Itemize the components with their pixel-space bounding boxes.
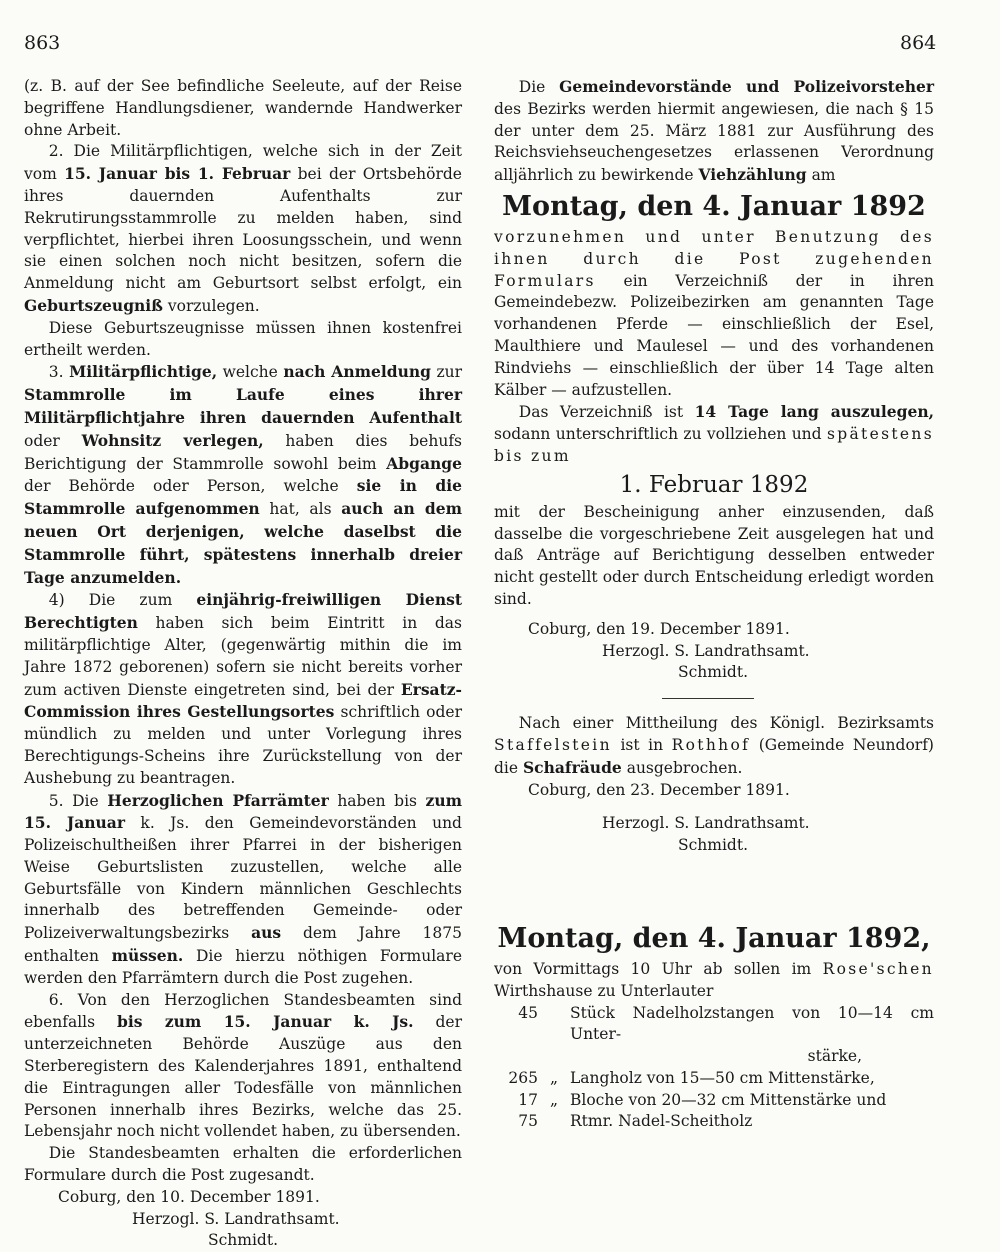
notice-1-body: vorzunehmen und unter Benutzung des ihnen durch die Post zugehenden Formulars ein Verzeichniß der in ihren Gemeindebezw. Polizeibezirken am genannten Tage vorhandenen Pferde — einschließlich der Esel, Maulthiere und Maulesel — und des vorhandenen Rindviehs — einschließlich der über 14 Tage alten Kälber — aufzustellen.: [494, 227, 934, 399]
paragraph-7: Die Standesbeamten erhalten die erforderlichen Formulare durch die Post zugesandt.: [24, 1144, 462, 1185]
page-number-right: 864: [900, 32, 937, 54]
notice-1-deadline: 1. Februar 1892: [619, 471, 809, 498]
timber-list: [494, 1003, 934, 1134]
left-column: [24, 76, 462, 1252]
place-date: Coburg, den 10. December 1891.: [58, 1187, 320, 1206]
notice-3-body: von Vormittags 10 Uhr ab sollen im Rose'schen Wirthshause zu Unterlauter: [494, 959, 934, 1000]
office: Herzogl. S. Landrathsamt.: [132, 1209, 340, 1228]
notice-1-intro: Die Gemeindevorstände und Polizeivorsteher des Bezirks werden hiermit angewiesen, die nach § 15 der unter dem 25. März 1881 zur Ausführung des Reichsviehseuchengesetzes erlassenen Verordnung alljährlich zu bewirkende Viehzählung am: [494, 77, 935, 185]
notice-1-date: Montag, den 4. Januar 1892: [502, 190, 926, 222]
paragraph-2: 2. Die Militärpflichtigen, welche sich in der Zeit vom 15. Januar bis 1. Februar bei der Ortsbehörde ihres dauernden Aufenthalts zur Rekrutirungsstammrolle zu melden haben, sind verpflichtet, hierbei ihren Loosungsschein, und wenn sie einen solchen noch nicht besitzen, sofern die Anmeldung nicht am Geburtsort selbst erfolgt, ein Geburtszeugniß vorzulegen.: [24, 142, 462, 315]
paragraph-5: 5. Die Herzoglichen Pfarrämter haben bis zum 15. Januar k. Js. den Gemeindevorständen und Polizeischultheißen ihrer Pfarrei in der bisherigen Weise Geburtslisten zuzustellen, welche alle Geburtsfälle von Kindern männlichen Geschlechts innerhalb des betreffenden Gemeinde- oder Polizeiverwaltungsbezirks aus dem Jahre 1875 enthalten müssen. Die hierzu nöthigen Formulare werden den Pfarrämtern durch die Post zugehen.: [24, 790, 463, 987]
notice-2-place-date: Coburg, den 23. December 1891.: [528, 780, 790, 799]
paragraph-1: (z. B. auf der See befindliche Seeleute, auf der Reise begriffene Handlungsdiener, wandernde Handwerker ohne Arbeit.: [24, 77, 462, 139]
divider: [662, 698, 754, 699]
right-column: [494, 76, 934, 1133]
list-item: 75 Rtmr. Nadel-Scheitholz: [518, 1112, 753, 1131]
list-item: 45 Stück Nadelholzstangen von 10—14 cm Unter-: [518, 1003, 934, 1044]
notice-1-office: Herzogl. S. Landrathsamt.: [602, 641, 810, 660]
paragraph-3: 3. Militärpflichtige, welche nach Anmeldung zur Stammrolle im Laufe eines ihrer Militärpflichtjahre ihren dauernden Aufenthalt oder Wohnsitz verlegen, haben dies behufs Berichtigung der Stammrolle sowohl beim Abgange der Behörde oder Person, welche sie in die Stammrolle aufgenommen hat, als auch an dem neuen Ort derjenigen, welche daselbst die Stammrolle führt, spätestens innerhalb dreier Tage anzumelden.: [24, 362, 463, 587]
page-number-left: 863: [24, 32, 61, 54]
notice-2-signature: Schmidt.: [678, 836, 749, 855]
notice-2-body: Nach einer Mittheilung des Königl. Bezirksamts Staffelstein ist in Rothhof (Gemeinde Neundorf) die Schafräude ausgebrochen.: [494, 714, 934, 777]
signature: Schmidt.: [208, 1231, 279, 1250]
list-item-continuation: stärke,: [807, 1047, 862, 1066]
notice-3-date: Montag, den 4. Januar 1892,: [497, 922, 931, 954]
paragraph-2b: Diese Geburtszeugnisse müssen ihnen kostenfrei ertheilt werden.: [24, 318, 462, 359]
list-item: 17 „ Bloche von 20—32 cm Mittenstärke und: [518, 1090, 887, 1109]
notice-2-office: Herzogl. S. Landrathsamt.: [602, 814, 810, 833]
paragraph-4: 4) Die zum einjährig-freiwilligen Dienst Berechtigten haben sich beim Eintritt in das militärpflichtige Alter, (gegenwärtig mithin die im Jahre 1872 geborenen) sofern sie nicht bereits vorher zum activen Dienste eingetreten sind, bei der Ersatz-Commission ihres Gestellungsortes schriftlich oder mündlich zu melden und unter Vorlegung ihres Berechtigungs-Scheins ihre Zurückstellung von der Aushebung zu beantragen.: [24, 590, 462, 787]
notice-1-place-date: Coburg, den 19. December 1891.: [528, 619, 790, 638]
notice-1-body-3: mit der Bescheinigung anher einzusenden, daß dasselbe die vorgeschriebene Zeit ausgelegen hat und daß Anträge auf Berichtigung desselben entweder nicht gestellt oder durch Entscheidung erledigt worden sind.: [494, 502, 934, 608]
notice-1-body-2: Das Verzeichniß ist 14 Tage lang auszulegen, sodann unterschriftlich zu vollziehen und spätestens bis zum: [494, 402, 934, 465]
list-item: 265 „ Langholz von 15—50 cm Mittenstärke,: [508, 1068, 875, 1087]
notice-1-signature: Schmidt.: [678, 663, 749, 682]
paragraph-6: 6. Von den Herzoglichen Standesbeamten sind ebenfalls bis zum 15. Januar k. Js. der unterzeichneten Behörde Auszüge aus den Sterberegistern des Kalenderjahres 1891, enthaltend die Eintragungen aller Todesfälle von männlichen Personen innerhalb ihres Bezirks, welche das 25. Lebensjahr noch nicht vollendet haben, zu übersenden.: [24, 990, 462, 1141]
